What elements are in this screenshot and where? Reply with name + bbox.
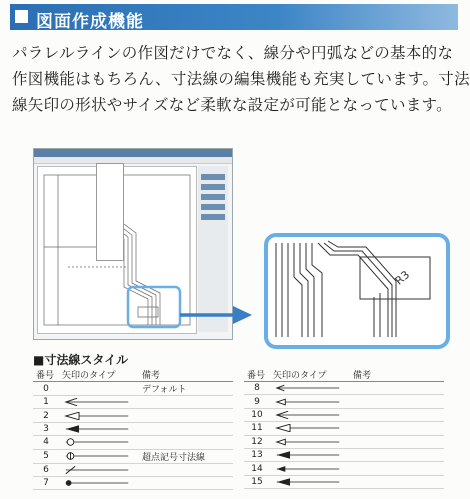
radius-label: R3 (392, 268, 413, 288)
arrow-type-icon (270, 382, 350, 395)
table-row (244, 395, 444, 408)
style-note (350, 422, 444, 435)
arrow-type-icon (59, 382, 139, 396)
arrow-type-icon (270, 408, 350, 421)
intro-line: 作図機能はもちろん、寸法線の編集機能も充実しています。寸法 (12, 70, 470, 88)
style-number: 15 (244, 475, 270, 488)
table-row (33, 476, 233, 489)
dim-style-table-left (33, 368, 233, 490)
dim-style-title: ■寸法線スタイル (33, 353, 129, 367)
table-row (244, 475, 444, 488)
style-note (139, 476, 233, 489)
style-note (350, 408, 444, 421)
style-number: 11 (244, 422, 270, 435)
style-number: 5 (33, 449, 59, 463)
style-number: 8 (244, 382, 270, 395)
col-arrow-header: 矢印のタイプ (59, 368, 139, 382)
style-note (350, 382, 444, 395)
col-num-header: 番号 (33, 368, 59, 382)
arrow-type-icon (59, 396, 139, 409)
table-row (244, 408, 444, 421)
arrow-type-icon (270, 422, 350, 435)
table-row (33, 396, 233, 409)
style-note (350, 395, 444, 408)
style-note (139, 396, 233, 409)
zoom-drawing (268, 237, 438, 337)
col-note-header: 備考 (139, 368, 233, 382)
style-note: 超点記号寸法線 (139, 449, 233, 463)
style-note (350, 475, 444, 488)
table-row (244, 448, 444, 461)
style-number: 9 (244, 395, 270, 408)
style-note (350, 435, 444, 448)
style-number: 12 (244, 435, 270, 448)
arrow-type-icon (270, 435, 350, 448)
style-number: 6 (33, 463, 59, 476)
style-note: デフォルト (139, 382, 233, 396)
style-number: 0 (33, 382, 59, 396)
dim-style-table-right (244, 368, 444, 489)
arrow-type-icon (59, 463, 139, 476)
style-number: 4 (33, 436, 59, 449)
zoom-detail (264, 233, 450, 349)
table-row (33, 436, 233, 449)
col-note-header: 備考 (350, 368, 444, 382)
table-row (33, 422, 233, 435)
table-header-row (33, 368, 233, 382)
style-number: 10 (244, 408, 270, 421)
section-title: 図面作成機能 (36, 12, 144, 32)
style-number: 14 (244, 462, 270, 475)
style-number: 13 (244, 448, 270, 461)
style-number: 7 (33, 476, 59, 489)
style-note (350, 462, 444, 475)
table-row (244, 422, 444, 435)
style-number: 3 (33, 422, 59, 435)
arrow-type-icon (270, 448, 350, 461)
arrow-type-icon (59, 436, 139, 449)
style-note (350, 448, 444, 461)
arrow-type-icon (59, 449, 139, 463)
table-header-row (244, 368, 444, 382)
intro-line: パラレルラインの作図だけでなく、線分や円弧などの基本的な (12, 44, 454, 62)
style-note (139, 409, 233, 422)
intro-line: 線矢印の形状やサイズなど柔軟な設定が可能となっています。 (12, 96, 452, 114)
table-row (33, 463, 233, 476)
highlight-rect (128, 287, 180, 327)
arrow-type-icon (59, 409, 139, 422)
table-row (33, 409, 233, 422)
table-row (244, 382, 444, 395)
col-arrow-header: 矢印のタイプ (270, 368, 350, 382)
col-num-header: 番号 (244, 368, 270, 382)
style-note (139, 463, 233, 476)
arrow-type-icon (270, 475, 350, 488)
table-row (244, 435, 444, 448)
table-row (33, 382, 233, 396)
arrow-type-icon (270, 462, 350, 475)
arrow-type-icon (59, 476, 139, 489)
table-row (244, 462, 444, 475)
style-note (139, 422, 233, 435)
style-number: 1 (33, 396, 59, 409)
arrow-type-icon (270, 395, 350, 408)
style-number: 2 (33, 409, 59, 422)
style-note (139, 436, 233, 449)
arrow-type-icon (59, 422, 139, 435)
table-row (33, 449, 233, 463)
arrow-head (233, 306, 252, 324)
